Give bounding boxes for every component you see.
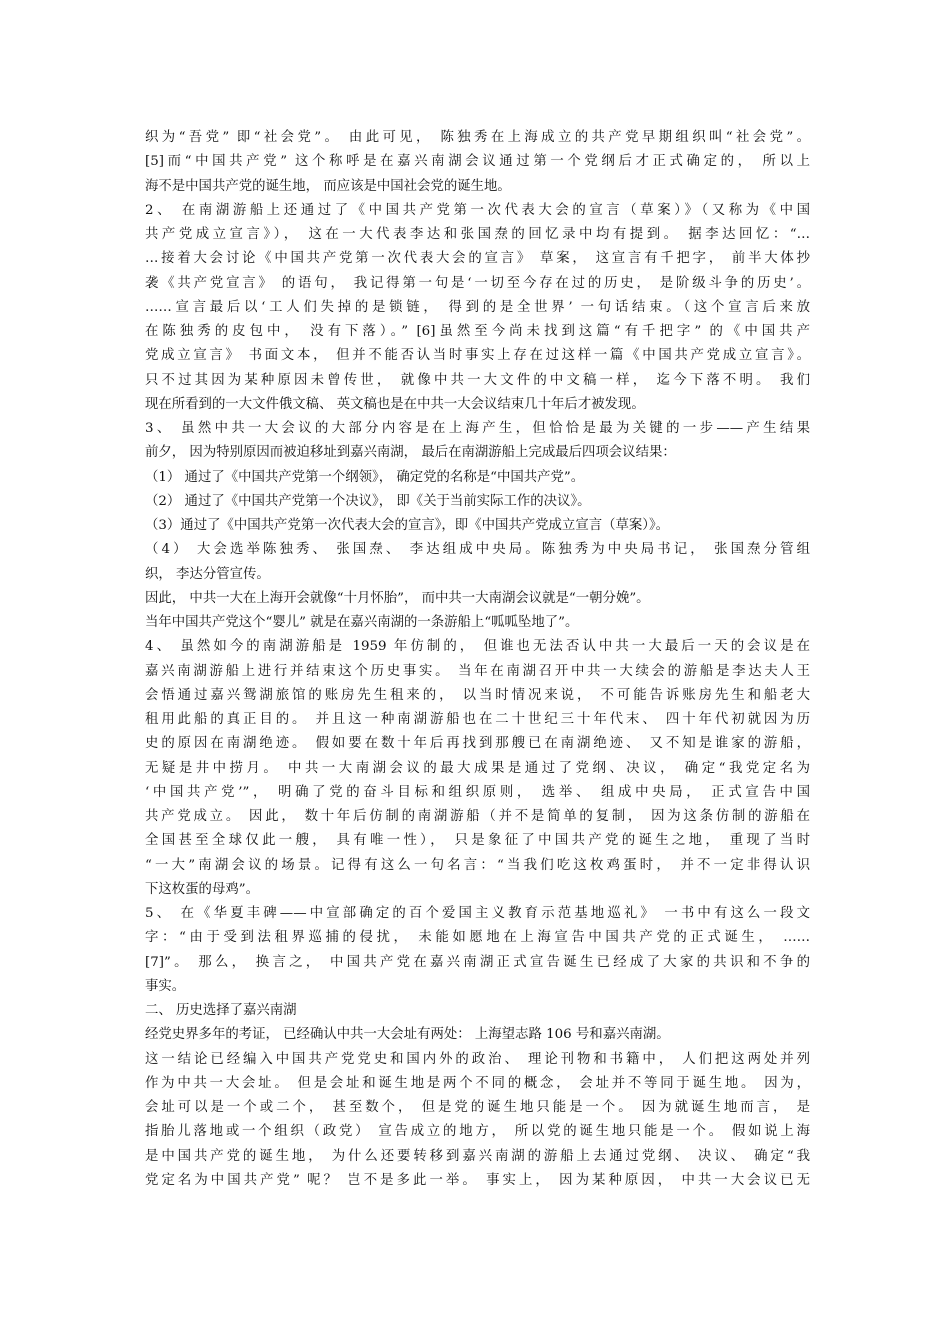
text-line: …接着大会讨论《中国共产党第一次代表大会的宣言》 草案， 这宣言有千把字， 前半大体抄 — [145, 251, 810, 267]
text-line: 现在所看到的一大文件俄文稿、 英文稿也是在中共一大会议结束几十年后才被发现。 — [145, 396, 645, 412]
text-line: 下这枚蛋的母鸡”。 — [145, 881, 259, 897]
text-line: 织， 李达分管宣传。 — [145, 566, 270, 582]
text-line: 党成立宣言》 书面文本， 但并不能否认当时事实上存在过这样一篇《中国共产党成立宣言》。 — [145, 348, 810, 364]
text-line: （1） 通过了《中国共产党第一个纲领》， 确定党的名称是“中国共产党”。 — [145, 469, 585, 485]
text-line: 袭《共产党宣言》 的语句， 我记得第一句是‘一切至今存在过的历史， 是阶级斗争的历史’。 — [145, 275, 810, 291]
text-line: 事实。 — [145, 978, 186, 994]
text-line: 前夕， 因为特别原因而被迫移址到嘉兴南湖， 最后在南湖游船上完成最后四项会议结果： — [145, 445, 676, 461]
text-line: ……宣言最后以‘工人们失掉的是锁链， 得到的是全世界’ 一句话结束。（这个宣言后来放 — [145, 299, 810, 315]
text-line: 共产党成立宣言》）， 这在一大代表李达和张国焘的回忆录中均有提到。 据李达回忆：“… — [145, 227, 810, 242]
text-line: [7]”。 那么， 换言之， 中国共产党在嘉兴南湖正式宣告诞生已经成了大家的共识和不争的 — [145, 954, 810, 970]
text-line: 是中国共产党的诞生地， 为什么还要转移到嘉兴南湖的游船上去通过党纲、 决议、 确定“我 — [145, 1148, 810, 1164]
text-line: 5、 在《华夏丰碑——中宣部确定的百个爱国主义教育示范基地巡礼》 一书中有这么一段文 — [145, 906, 810, 921]
text-line: 3、 虽然中共一大会议的大部分内容是在上海产生，但恰恰是最为关键的一步——产生结果 — [145, 421, 810, 436]
text-line: 会悟通过嘉兴鸳湖旅馆的账房先生租来的， 以当时情况来说， 不可能告诉账房先生和船老大 — [145, 687, 810, 703]
text-line: 共产党成立。 因此， 数十年后仿制的南湖游船（并不是简单的复制， 因为这条仿制的游船在 — [145, 809, 810, 824]
text-line: 无疑是井中捞月。 中共一大南湖会议的最大成果是通过了党纲、决议， 确定“我党定名为 — [145, 760, 810, 776]
text-line: “一大”南湖会议的场景。记得有这么一句名言：“当我们吃这枚鸡蛋时， 并不一定非得认识 — [145, 857, 810, 873]
text-line: 经党史界多年的考证， 已经确认中共一大会址有两处： 上海望志路 106 号和嘉兴南湖。 — [145, 1027, 670, 1043]
text-line: 字：“由于受到法租界巡捕的侵扰， 未能如愿地在上海宣告中国共产党的正式诞生， …… — [145, 930, 810, 946]
text-line: 这一结论已经编入中国共产党党史和国内外的政治、 理论刊物和书籍中， 人们把这两处并列 — [145, 1051, 810, 1067]
text-line: 4、 虽然如今的南湖游船是 1959 年仿制的， 但谁也无法否认中共一大最后一天的会议是在 — [145, 639, 810, 655]
text-line: 海不是中国共产党的诞生地， 而应该是中国社会党的诞生地。 — [145, 178, 511, 194]
text-line: 嘉兴南湖游船上进行并结束这个历史事实。 当年在南湖召开中共一大续会的游船是李达夫人王 — [145, 663, 810, 679]
text-line: （2） 通过了《中国共产党第一个决议》， 即《关于当前实际工作的决议》。 — [145, 493, 591, 509]
section-heading: 二、 历史选择了嘉兴南湖 — [145, 1003, 297, 1018]
text-line: 作为中共一大会址。 但是会址和诞生地是两个不同的概念， 会址并不等同于诞生地。 因为， — [145, 1075, 810, 1091]
text-line: 在陈独秀的皮包中， 没有下落）。” [6]虽然至今尚未找到这篇“有千把字” 的《中国共产 — [145, 324, 810, 339]
text-line: 会址可以是一个或二个， 甚至数个， 但是党的诞生地只能是一个。 因为就诞生地而言， 是 — [145, 1100, 810, 1115]
text-line: 2、 在南湖游船上还通过了《中国共产党第一次代表大会的宣言（草案）》（又称为《中国 — [145, 202, 810, 218]
text-line: 党定名为中国共产党” 呢？ 岂不是多此一举。 事实上， 因为某种原因， 中共一大会议已无 — [145, 1172, 810, 1188]
text-line: ‘中国共产党’”， 明确了党的奋斗目标和组织原则， 选举、 组成中央局， 正式宣告中国 — [145, 784, 810, 800]
text-line: 全国甚至全球仅此一艘， 具有唯一性）， 只是象征了中国共产党的诞生之地， 重现了当时 — [145, 833, 810, 849]
text-line: 指胎儿落地或一个组织（政党） 宣告成立的地方， 所以党的诞生地只能是一个。 假如说上海 — [145, 1124, 810, 1140]
text-line: 只不过其因为某种原因未曾传世， 就像中共一大文件的中文稿一样， 迄今下落不明。 我们 — [145, 372, 810, 388]
text-line: 因此， 中共一大在上海开会就像“十月怀胎”， 而中共一大南湖会议就是“一朝分娩”。 — [145, 590, 650, 606]
text-line: 织为“吾党” 即“社会党”。 由此可见， 陈独秀在上海成立的共产党早期组织叫“社会党”。 — [145, 130, 810, 145]
text-line: [5]而“中国共产党” 这个称呼是在嘉兴南湖会议通过第一个党纲后才正式确定的， 所以上 — [145, 154, 810, 170]
text-line: 史的原因在南湖绝迹。 假如要在数十年后再找到那艘已在南湖绝迹、 又不知是谁家的游船， — [145, 736, 810, 752]
text-line: （3）通过了《中国共产党第一次代表大会的宣言》，即《中国共产党成立宣言（草案）》。 — [145, 518, 670, 533]
text-line: 租用此船的真正目的。 并且这一种南湖游船也在二十世纪三十年代末、 四十年代初就因为历 — [145, 712, 810, 727]
document-page — [145, 126, 810, 1193]
text-line: 当年中国共产党这个“婴儿” 就是在嘉兴南湖的一条游船上“呱呱坠地了”。 — [145, 615, 579, 630]
text-line: （4） 大会选举陈独秀、 张国焘、 李达组成中央局。陈独秀为中央局书记， 张国焘分管组 — [145, 542, 810, 558]
